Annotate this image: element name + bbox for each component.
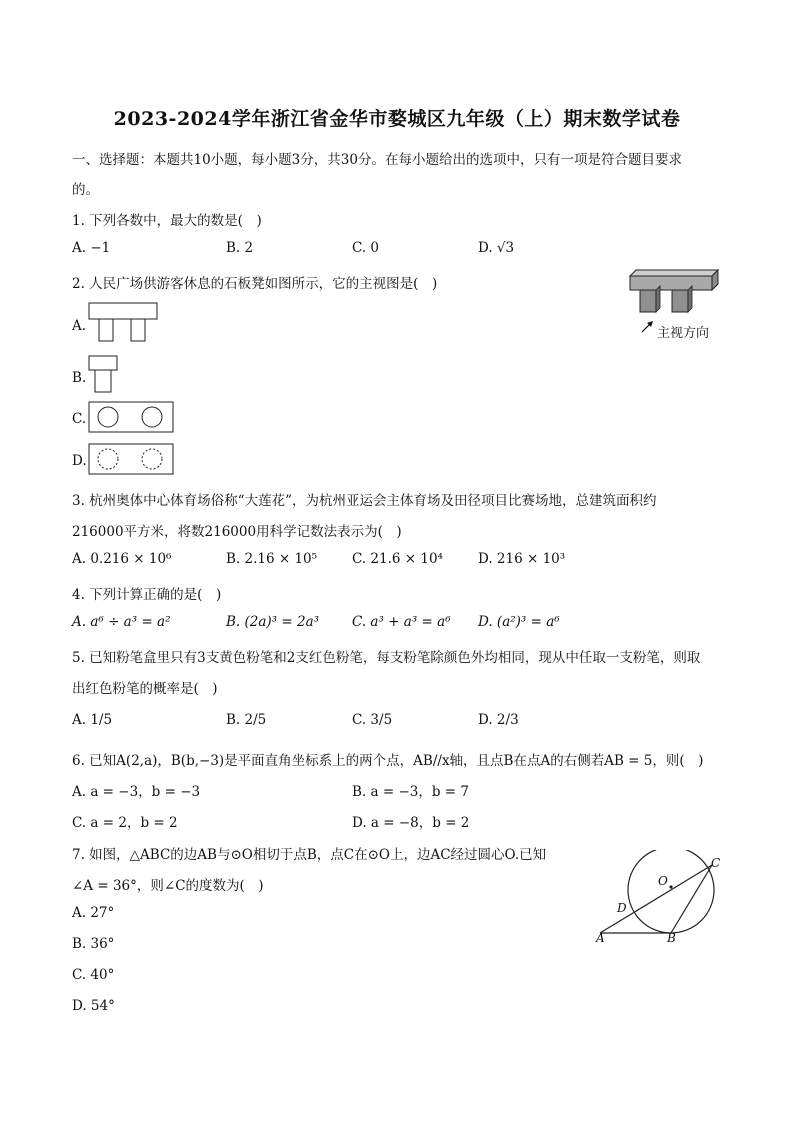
q6-option-a: A. a = −3，b = −3 [72, 784, 201, 800]
q7-label-a: A [596, 931, 605, 945]
q6-option-d: D. a = −8，b = 2 [352, 815, 470, 831]
view-direction-label: 主视方向 [657, 326, 710, 341]
q7-stem-line1: 7. 如图，△ABC的边AB与⊙O相切于点B，点C在⊙O上，边AC经过圆心O.已知 [72, 847, 547, 863]
q3-stem-line1: 3. 杭州奥体中心体育场俗称“大莲花”，为杭州亚运会主体育场及田径项目比赛场地，总建筑面积约 [72, 493, 657, 509]
q3-stem-line2: 216000平方米，将数216000用科学记数法表示为( ) [72, 524, 402, 540]
q2-option-a: A. [72, 318, 87, 334]
q3-option-d: D. 216 × 10³ [478, 551, 566, 567]
q2-option-a-figure [88, 302, 160, 344]
section-instructions-line2: 的。 [72, 182, 99, 198]
q3-option-b: B. 2.16 × 10⁵ [226, 551, 318, 567]
q7-label-c: C [711, 856, 721, 870]
q4-option-c: C. a³ + a³ = a⁶ [352, 614, 451, 630]
q3-option-c: C. 21.6 × 10⁴ [352, 551, 443, 567]
q7-label-b: B [667, 931, 676, 945]
q2-option-d-figure [88, 443, 176, 477]
q5-option-a: A. 1/5 [72, 712, 113, 728]
q1-option-b: B. 2 [226, 240, 254, 256]
q7-label-o: O [658, 874, 668, 888]
q7-option-a: A. 27° [72, 905, 115, 921]
q7-option-c: C. 40° [72, 967, 115, 983]
q1-option-a: A. −1 [72, 240, 111, 256]
q6-option-c: C. a = 2，b = 2 [72, 815, 178, 831]
q5-stem-line1: 5. 已知粉笔盒里只有3支黄色粉笔和2支红色粉笔，每支粉笔除颜色外均相同，现从中任取一支粉笔，则取 [72, 650, 701, 666]
section-instructions-line1: 一、选择题：本题共10小题，每小题3分，共30分。在每小题给出的选项中，只有一项是符合题目要求 [72, 152, 682, 168]
q1-stem: 1. 下列各数中，最大的数是( ) [72, 213, 262, 229]
q4-option-d: D. (a²)³ = a⁶ [478, 614, 560, 630]
q1-option-c: C. 0 [352, 240, 380, 256]
q4-option-b: B. (2a)³ = 2a³ [226, 614, 320, 630]
page-title: 2023-2024学年浙江省金华市婺城区九年级（上）期末数学试卷 [113, 108, 681, 130]
arrow-icon [640, 318, 656, 334]
q2-option-d: D. [72, 453, 87, 469]
q7-label-d: D [617, 901, 627, 915]
q2-stem: 2. 人民广场供游客休息的石板凳如图所示，它的主视图是( ) [72, 276, 438, 292]
q6-option-b: B. a = −3，b = 7 [352, 784, 469, 800]
q2-option-b-figure [88, 355, 122, 395]
q7-stem-line2: ∠A = 36°，则∠C的度数为( ) [72, 878, 264, 894]
q1-option-d: D. √3 [478, 240, 515, 256]
q5-option-b: B. 2/5 [226, 712, 267, 728]
q7-option-b: B. 36° [72, 936, 115, 952]
q2-option-c-figure [88, 401, 176, 435]
q7-option-d: D. 54° [72, 998, 115, 1014]
q2-option-c: C. [72, 411, 87, 427]
q4-option-a: A. a⁶ ÷ a³ = a² [72, 614, 171, 630]
q7-circle-figure [590, 850, 730, 950]
q5-option-d: D. 2/3 [478, 712, 519, 728]
q6-stem: 6. 已知A(2,a)，B(b,−3)是平面直角坐标系上的两个点，AB//x轴，且点B在点A的右侧若AB = 5，则( ) [72, 753, 704, 769]
q4-stem: 4. 下列计算正确的是( ) [72, 587, 222, 603]
q5-stem-line2: 出红色粉笔的概率是( ) [72, 681, 218, 697]
q5-option-c: C. 3/5 [352, 712, 393, 728]
stone-bench-figure [626, 268, 726, 316]
q2-option-b: B. [72, 370, 87, 386]
q3-option-a: A. 0.216 × 10⁶ [72, 551, 172, 567]
